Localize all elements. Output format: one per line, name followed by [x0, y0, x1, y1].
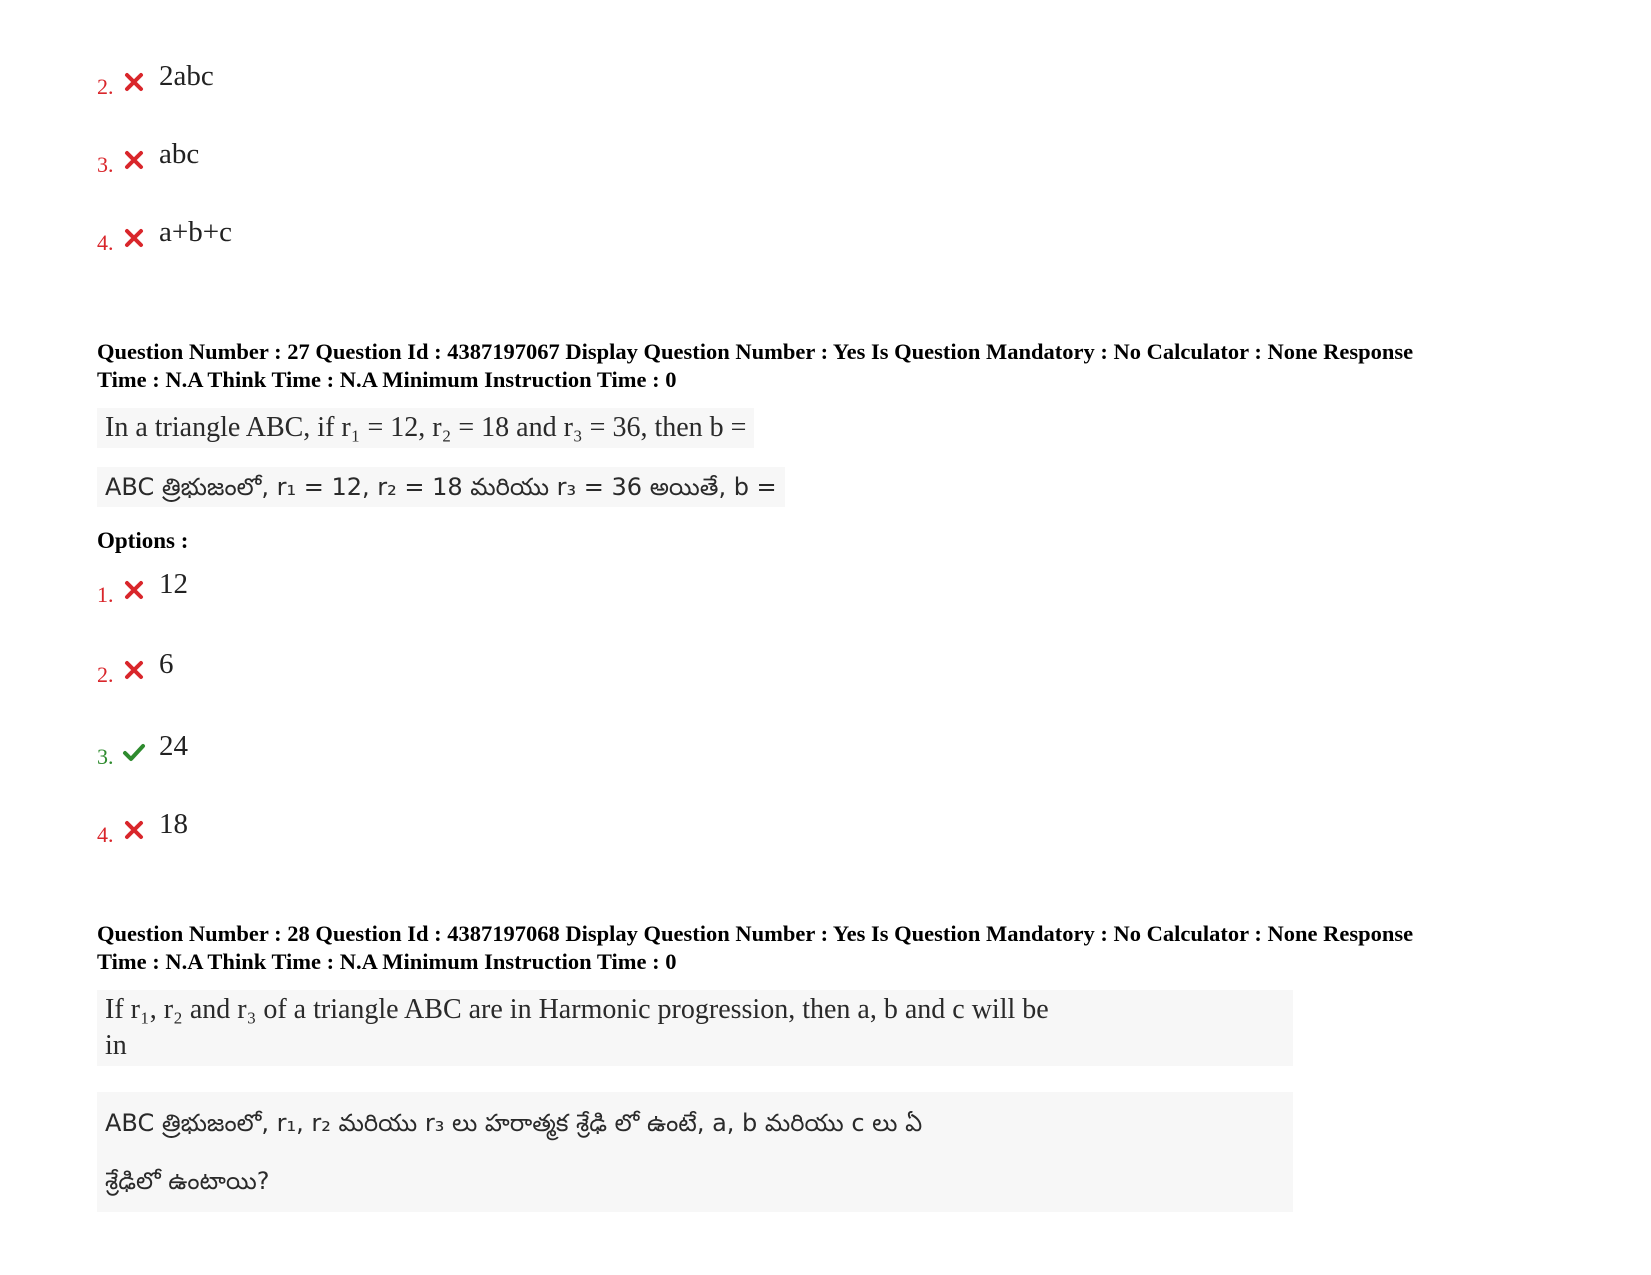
- option-number: 3.: [97, 152, 114, 177]
- cross-icon: [122, 70, 146, 94]
- option-value: 6: [159, 648, 174, 680]
- options-label: Options :: [97, 528, 189, 553]
- option-value: 24: [159, 730, 188, 762]
- option-value: 12: [159, 568, 188, 600]
- question-text-english: [97, 990, 1293, 1066]
- cross-icon: [122, 658, 146, 682]
- option-number: 1.: [97, 582, 114, 607]
- question-text-line: in: [105, 1030, 127, 1061]
- option-value: 2abc: [159, 60, 214, 92]
- checkmark-icon: [122, 740, 146, 764]
- option-value: 18: [159, 808, 188, 840]
- option-value: abc: [159, 138, 200, 170]
- question-meta-line: Time : N.A Think Time : N.A Minimum Instruction Time : 0: [97, 367, 677, 392]
- question-text-line: ABC త్రిభుజంలో, r₁, r₂ మరియు r₃ లు హరాత్మక శ్రేఢి లో ఉంటే, a, b మరియు c లు ఏ: [105, 1109, 923, 1137]
- question-meta: [97, 920, 1577, 976]
- cross-icon: [122, 148, 146, 172]
- question-text-telugu: ABC త్రిభుజంలో, r₁ = 12, r₂ = 18 మరియు r₃ = 36 అయితే, b =: [97, 467, 785, 507]
- question-text-line: శ్రేఢిలో ఉంటాయి?: [105, 1167, 270, 1195]
- option-number: 4.: [97, 230, 114, 255]
- option-number: 2.: [97, 74, 114, 99]
- question-meta-line: Time : N.A Think Time : N.A Minimum Instruction Time : 0: [97, 949, 677, 974]
- cross-icon: [122, 818, 146, 842]
- question-meta-line: Question Number : 28 Question Id : 4387197068 Display Question Number : Yes Is Question Mandatory : No Calculator : None Response: [97, 921, 1414, 946]
- question-text-line: If r₁, r₂ and r₃ of a triangle ABC are in Harmonic progression, then a, b and c will be: [105, 994, 1049, 1025]
- option-value: a+b+c: [159, 216, 232, 248]
- option-number: 3.: [97, 744, 114, 769]
- question-meta-line: Question Number : 27 Question Id : 4387197067 Display Question Number : Yes Is Question Mandatory : No Calculator : None Response: [97, 339, 1414, 364]
- cross-icon: [122, 226, 146, 250]
- question-text-telugu: [97, 1092, 1293, 1212]
- question-text-english: In a triangle ABC, if r₁ = 12, r₂ = 18 and r₃ = 36, then b =: [97, 408, 754, 448]
- question-meta: [97, 338, 1577, 394]
- option-number: 2.: [97, 662, 114, 687]
- cross-icon: [122, 578, 146, 602]
- option-number: 4.: [97, 822, 114, 847]
